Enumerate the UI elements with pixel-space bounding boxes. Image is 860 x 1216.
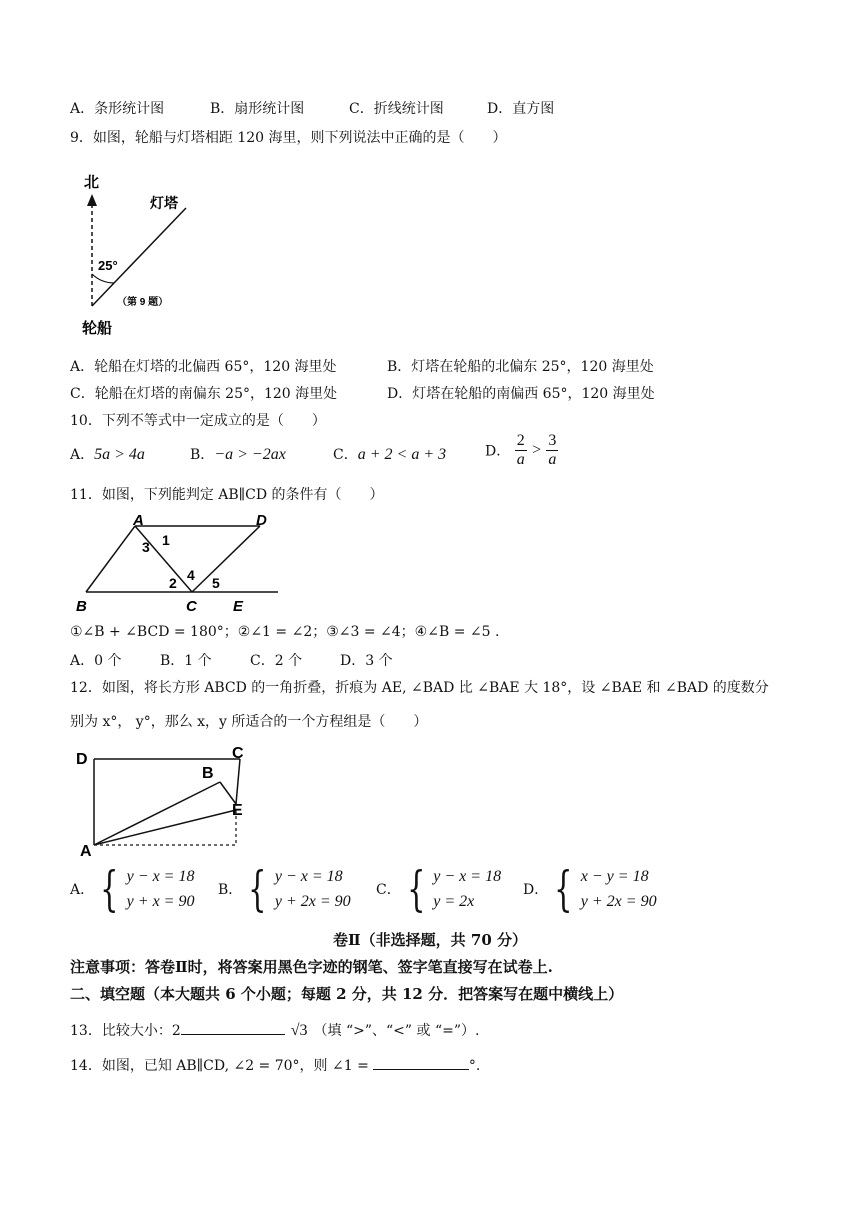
q13: 13．比较大小：2 √3 （填 “>”、“<” 或 “=”）. [70,1022,480,1039]
q9-option-a: A．轮船在灯塔的北偏西 65°，120 海里处 [70,359,337,375]
point-a-label: A [133,512,144,529]
angle-5-label: 5 [212,575,220,591]
q14: 14．如图，已知 AB∥CD, ∠2 = 70°，则 ∠1 = °. [70,1058,481,1074]
ship-label: 轮船 [82,320,113,337]
north-label: 北 [84,174,100,191]
q8-option-d: D．直方图 [487,101,555,117]
q10-option-b: B．−a > −2ax [190,446,286,463]
q11-conditions: ①∠B + ∠BCD = 180°；②∠1 = ∠2；③∠3 = ∠4；④∠B = ∠5 . [70,624,500,640]
q12-option-d: D． { x − y = 18 y + 2x = 90 [523,861,657,917]
point-e-label: E [232,802,243,819]
q12-option-a: A． { y − x = 18 y + x = 90 [70,861,195,917]
q11-figure [70,512,280,616]
q12-stem-line1: 12．如图，将长方形 ABCD 的一角折叠，折痕为 AE, ∠BAD 比 ∠BAE 大 18°，设 ∠BAE 和 ∠BAD 的度数分 [70,680,769,696]
section-heading: 二、填空题（本大题共 6 个小题；每题 2 分，共 12 分．把答案写在题中横线上） [70,985,624,1003]
q9-figure [70,168,220,338]
point-d-label: D [76,751,88,768]
angle-3-label: 3 [142,539,150,555]
section-notice: 注意事项：答卷Ⅱ时，将答案用黑色字迹的钢笔、签字笔直接写在试卷上. [70,958,553,976]
q13-answer-blank[interactable] [181,1034,285,1035]
q9-option-c: C．轮船在灯塔的南偏东 25°，120 海里处 [70,386,338,402]
q12-stem-line2: 别为 x°， y°，那么 x，y 所适合的一个方程组是（ ） [70,714,428,730]
point-b-label: B [202,765,214,782]
q10-option-d: D． $\frac{2}{a}$ > $\frac{3}{a}$ [485,432,557,468]
point-c-label: C [186,598,197,615]
q8-option-b: B．扇形统计图 [210,101,305,117]
lighthouse-label: 灯塔 [150,195,178,211]
q11-option-a: A．0 个 [70,653,122,669]
angle-4-label: 4 [187,567,195,583]
point-d-label: D [256,512,267,529]
figure-caption: （第 9 题） [117,297,169,308]
section-title: 卷Ⅱ（非选择题，共 70 分） [333,931,527,949]
q11-option-b: B．1 个 [160,653,212,669]
point-e-label: E [233,598,244,615]
q14-answer-blank[interactable] [373,1069,469,1070]
q11-option-d: D．3 个 [340,653,393,669]
q12-option-c: C． { y − x = 18 y = 2x [376,861,502,917]
point-b-label: B [76,598,87,615]
q9-option-b: B．灯塔在轮船的北偏东 25°，120 海里处 [387,359,654,375]
q8-option-a: A．条形统计图 [70,101,165,117]
q9-option-d: D．灯塔在轮船的南偏西 65°，120 海里处 [387,386,655,402]
angle-2-label: 2 [169,575,177,591]
q9-stem: 9．如图，轮船与灯塔相距 120 海里，则下列说法中正确的是（ ） [70,130,507,146]
q12-figure [70,744,260,860]
angle-1-label: 1 [162,532,170,548]
q10-option-a: A．5a > 4a [70,446,145,463]
q11-stem: 11．如图，下列能判定 AB∥CD 的条件有（ ） [70,487,384,503]
q12-option-b: B． { y − x = 18 y + 2x = 90 [218,861,351,917]
q11-option-c: C．2 个 [250,653,303,669]
angle-label: 25° [98,258,118,273]
point-a-label: A [80,843,92,860]
q8-option-c: C．折线统计图 [349,101,444,117]
point-c-label: C [232,745,244,762]
q10-stem: 10．下列不等式中一定成立的是（ ） [70,413,326,429]
q10-option-c: C．a + 2 < a + 3 [333,446,447,463]
north-arrow-icon [87,194,97,206]
